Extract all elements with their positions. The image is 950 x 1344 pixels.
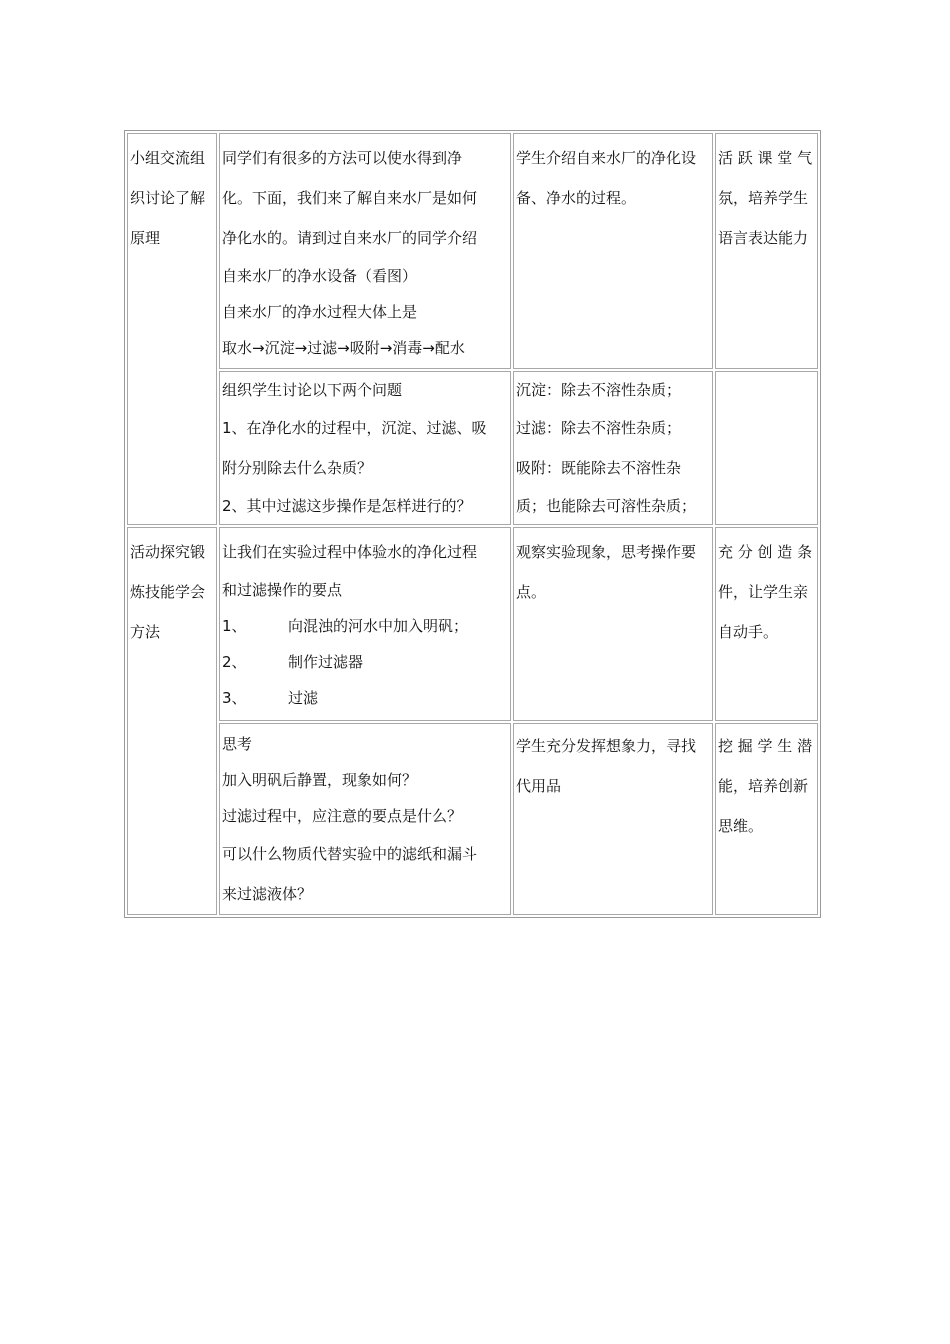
text-line: 沉淀：除去不溶性杂质； [516, 381, 682, 399]
step-item [222, 680, 510, 716]
table-row [127, 723, 818, 915]
student-activity-cell [513, 371, 713, 525]
text-line: 来过滤液体？ [222, 885, 313, 903]
step-item [222, 608, 510, 644]
table-row [127, 527, 818, 721]
table-row [127, 371, 818, 525]
step-text: 制作过滤器 [288, 653, 364, 671]
step-item [222, 644, 510, 680]
text-line: 附分别除去什么杂质？ [222, 459, 373, 477]
text-line: 过滤：除去不溶性杂质； [516, 419, 682, 437]
text-line: 自来水厂的净水过程大体上是 [222, 303, 418, 321]
stage-line: 小组交流组 [130, 149, 206, 167]
student-activity-cell [513, 723, 713, 915]
text-line: 思维。 [718, 817, 764, 835]
lesson-plan-table [124, 130, 821, 918]
text-line: 化。下面，我们来了解自来水厂是如何 [222, 189, 478, 207]
text-line: 充 分 创 造 条 [718, 543, 813, 561]
stage-line: 活动探究锻 [130, 543, 206, 561]
step-number: 3、 [222, 689, 247, 707]
teacher-activity-cell [219, 371, 511, 525]
stage-cell [127, 527, 217, 915]
design-intent-cell [715, 371, 818, 525]
step-text: 过滤 [288, 689, 319, 707]
step-number: 2、 [222, 653, 247, 671]
text-line: 思考 [222, 735, 253, 753]
text-line: 观察实验现象，思考操作要 [516, 543, 697, 561]
text-line: 1、在净化水的过程中，沉淀、过滤、吸 [222, 419, 487, 437]
text-line: 代用品 [516, 777, 562, 795]
text-line: 能，培养创新 [718, 777, 809, 795]
step-text: 向混浊的河水中加入明矾； [288, 617, 469, 635]
text-line: 活 跃 课 堂 气 [718, 149, 813, 167]
text-line: 可以什么物质代替实验中的滤纸和漏斗 [222, 845, 478, 863]
text-line: 学生介绍自来水厂的净化设 [516, 149, 697, 167]
student-activity-cell [513, 527, 713, 721]
text-line: 组织学生讨论以下两个问题 [222, 381, 403, 399]
text-line: 点。 [516, 583, 547, 601]
text-line: 氛，培养学生 [718, 189, 809, 207]
text-line: 学生充分发挥想象力，寻找 [516, 737, 697, 755]
step-number: 1、 [222, 617, 247, 635]
text-line: 备、净水的过程。 [516, 189, 637, 207]
table-row [127, 133, 818, 369]
text-line: 质；也能除去可溶性杂质； [516, 497, 697, 515]
design-intent-cell [715, 723, 818, 915]
design-intent-cell [715, 133, 818, 369]
stage-line: 方法 [130, 623, 161, 641]
design-intent-cell [715, 527, 818, 721]
stage-cell [127, 133, 217, 525]
text-line: 同学们有很多的方法可以使水得到净 [222, 149, 463, 167]
text-line: 让我们在实验过程中体验水的净化过程 [222, 543, 478, 561]
text-line: 和过滤操作的要点 [222, 581, 343, 599]
text-line: 自动手。 [718, 623, 779, 641]
text-line: 加入明矾后静置，现象如何？ [222, 771, 418, 789]
text-line: 净化水的。请到过自来水厂的同学介绍 [222, 229, 478, 247]
teacher-activity-cell [219, 527, 511, 721]
text-line: 取水→沉淀→过滤→吸附→消毒→配水 [222, 339, 465, 357]
student-activity-cell [513, 133, 713, 369]
text-line: 2、其中过滤这步操作是怎样进行的？ [222, 497, 472, 515]
stage-line: 织讨论了解 [130, 189, 206, 207]
teacher-activity-cell [219, 133, 511, 369]
text-line: 过滤过程中，应注意的要点是什么？ [222, 807, 463, 825]
text-line: 语言表达能力 [718, 229, 809, 247]
text-line: 自来水厂的净水设备（看图） [222, 267, 418, 285]
text-line: 挖 掘 学 生 潜 [718, 737, 813, 755]
text-line: 件，让学生亲 [718, 583, 809, 601]
stage-line: 原理 [130, 229, 161, 247]
stage-line: 炼技能学会 [130, 583, 206, 601]
text-line: 吸附：既能除去不溶性杂 [516, 459, 682, 477]
teacher-activity-cell [219, 723, 511, 915]
